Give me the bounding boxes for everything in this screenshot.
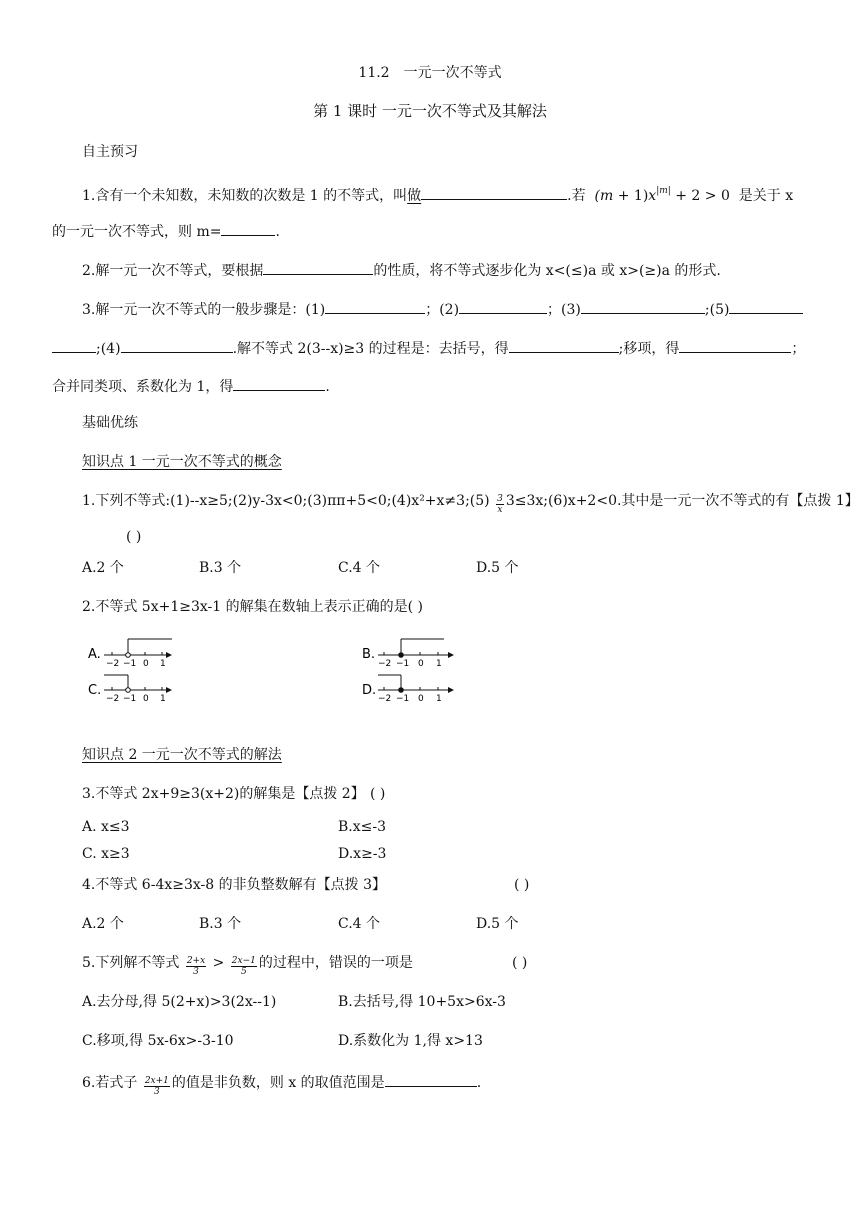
svg-text:0: 0	[143, 694, 149, 704]
number-line-c[interactable]	[86, 670, 186, 706]
option-a[interactable]: A.2 个	[82, 560, 124, 576]
basic-question-6: 6.若式子 $\frac{2x+1}{3}$ 的值是非负数，则 x 的取值范围是 .	[82, 1070, 481, 1097]
svg-text:−1: −1	[396, 694, 410, 704]
svg-text:−1: −1	[396, 659, 410, 669]
option-d[interactable]: D.系数化为 1,得 x>13	[338, 1033, 483, 1049]
section-heading-basic: 基础优练	[82, 415, 138, 431]
option-label: A.	[88, 647, 101, 662]
answer-blank[interactable]	[459, 297, 547, 314]
basic-question-5: 5.下列解不等式 $\frac{2+x}{3}$ > $\frac{2x-1}{5}$ 的过程中，错误的一项是	[82, 955, 413, 977]
answer-blank[interactable]	[385, 1070, 477, 1087]
option-c[interactable]: C.4 个	[338, 560, 381, 576]
answer-paren[interactable]: ( )	[514, 877, 530, 893]
svg-text:−2: −2	[106, 659, 120, 669]
preview-question-1: 1.含有一个未知数，未知数的次数是 1 的不等式，叫做 .若 $(m + 1)x^{|m|} + 2 > 0$ 是关于 x	[82, 181, 793, 206]
number-line-b[interactable]	[360, 633, 460, 669]
number-line-a[interactable]	[86, 633, 186, 669]
svg-text:1: 1	[160, 659, 166, 669]
answer-paren[interactable]: ( )	[370, 786, 386, 802]
answer-blank[interactable]	[729, 297, 803, 314]
option-c[interactable]: C. x≥3	[82, 846, 130, 862]
svg-text:1: 1	[436, 659, 442, 669]
svg-text:1: 1	[436, 694, 442, 704]
page-subtitle: 第 1 课时 一元一次不等式及其解法	[313, 102, 547, 120]
answer-blank[interactable]	[52, 336, 96, 353]
answer-blank[interactable]	[263, 258, 373, 275]
option-a[interactable]: A.2 个	[82, 916, 124, 932]
option-c[interactable]: C.4 个	[338, 916, 381, 932]
fraction-2plusx-over-3: $\frac{2+x}{3}$	[186, 956, 206, 977]
svg-text:−2: −2	[106, 694, 120, 704]
option-b[interactable]: B.x≤-3	[338, 819, 387, 835]
preview-question-1-cont: 的一元一次不等式，则 m= .	[52, 219, 280, 242]
svg-text:0: 0	[143, 659, 149, 669]
section-heading-preview: 自主预习	[82, 144, 138, 160]
inequality-formula: $(m + 1)x^{|m|} + 2 > 0$	[594, 186, 730, 204]
svg-text:−1: −1	[123, 659, 137, 669]
answer-paren[interactable]: ( )	[512, 955, 528, 971]
svg-text:−2: −2	[378, 659, 392, 669]
option-d[interactable]: D.5 个	[476, 916, 519, 932]
answer-blank[interactable]	[421, 183, 567, 200]
basic-question-1: 1.下列不等式:(1)--x≥5;(2)y-3x<0;(3)ππ+5<0;(4)x²+x≠3;(5) $\frac{3}{x}$ 3≤3x;(6)x+2<0.其中是一元一次不等式的有【点拨 1】	[82, 493, 859, 515]
option-d[interactable]: D.x≥-3	[338, 846, 387, 862]
fraction-2xplus1-over-3: $\frac{2x+1}{3}$	[144, 1076, 169, 1097]
svg-text:0: 0	[418, 694, 424, 704]
preview-question-3-end: 合并同类项、系数化为 1，得 .	[52, 374, 330, 397]
basic-question-2: 2.不等式 5x+1≥3x-1 的解集在数轴上表示正确的是( )	[82, 599, 423, 615]
page-title: 11.2 一元一次不等式	[358, 65, 502, 81]
fraction-3-over-x: $\frac{3}{x}$	[497, 494, 503, 515]
option-b[interactable]: B.去括号,得 10+5x>6x-3	[338, 994, 506, 1010]
basic-question-4: 4.不等式 6-4x≥3x-8 的非负整数解有【点拨 3】	[82, 877, 386, 893]
option-a[interactable]: A. x≤3	[82, 819, 130, 835]
preview-question-2: 2.解一元一次不等式，要根据 的性质，将不等式逐步化为 x<(≤)a 或 x>(≥)a 的形式.	[82, 258, 721, 281]
answer-blank[interactable]	[325, 297, 425, 314]
svg-text:−2: −2	[378, 694, 392, 704]
option-c[interactable]: C.移项,得 5x-6x>-3-10	[82, 1033, 234, 1049]
number-line-d[interactable]	[360, 670, 460, 706]
preview-question-3-cont: ;(4) .解不等式 2(3--x)≥3 的过程是：去括号，得 ;移项，得 ；	[52, 336, 805, 359]
option-b[interactable]: B.3 个	[199, 916, 242, 932]
answer-blank[interactable]	[581, 297, 705, 314]
answer-blank[interactable]	[121, 336, 233, 353]
option-label: B.	[362, 647, 376, 662]
svg-text:−1: −1	[123, 694, 137, 704]
preview-question-3: 3.解一元一次不等式的一般步骤是：(1) ；(2) ；(3) ;(5)	[82, 297, 803, 320]
basic-question-3: 3.不等式 2x+9≥3(x+2)的解集是【点拨 2】	[82, 786, 365, 802]
answer-blank[interactable]	[233, 374, 325, 391]
answer-blank[interactable]	[509, 336, 619, 353]
option-label: D.	[362, 683, 377, 698]
answer-blank[interactable]	[679, 336, 791, 353]
knowledge-point-1: 知识点 1 一元一次不等式的概念	[82, 454, 282, 470]
answer-blank[interactable]	[221, 219, 275, 236]
svg-text:0: 0	[418, 659, 424, 669]
option-b[interactable]: B.3 个	[199, 560, 242, 576]
option-label: C.	[88, 683, 102, 698]
option-a[interactable]: A.去分母,得 5(2+x)>3(2x--1)	[82, 994, 277, 1010]
svg-text:1: 1	[160, 694, 166, 704]
knowledge-point-2: 知识点 2 一元一次不等式的解法	[82, 747, 282, 763]
option-d[interactable]: D.5 个	[476, 560, 519, 576]
answer-paren[interactable]: ( )	[126, 529, 142, 545]
fraction-2xminus1-over-5: $\frac{2x-1}{5}$	[231, 956, 256, 977]
